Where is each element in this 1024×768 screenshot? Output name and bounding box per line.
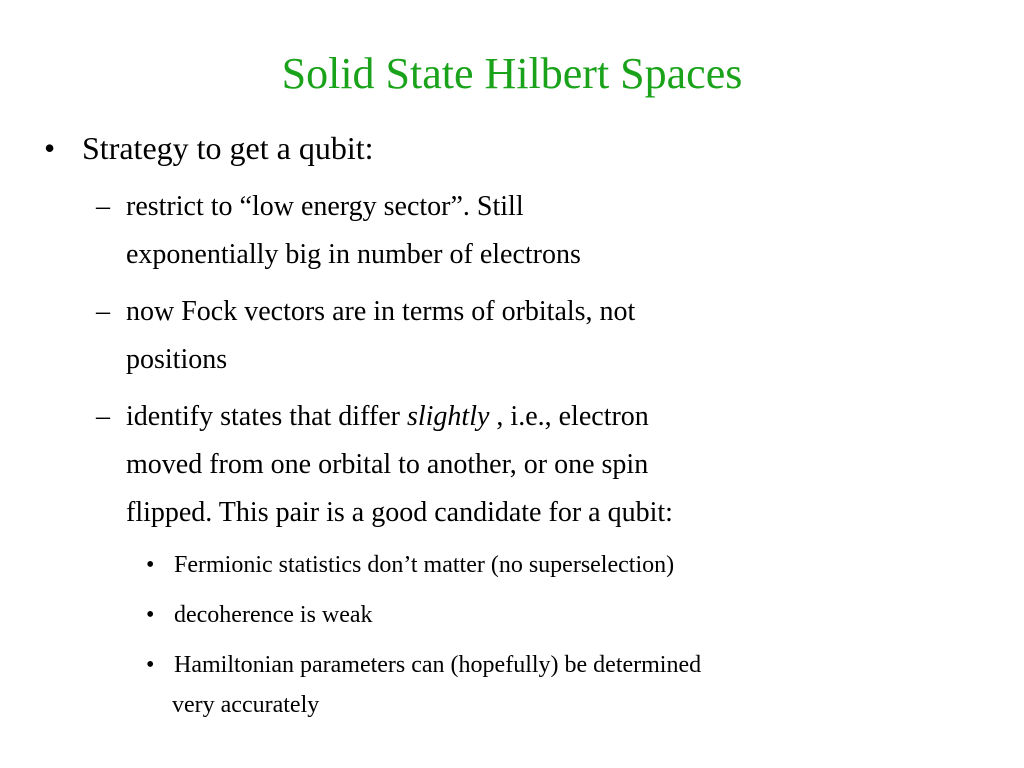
dash-icon: – [96, 401, 110, 432]
sub-bullet-3-line-2: moved from one orbital to another, or one spin [126, 449, 649, 480]
subsub-bullet-1: Fermionic statistics don’t matter (no superselection) [174, 552, 675, 578]
bullet-icon: • [146, 602, 155, 628]
emphasis-slightly: slightly [406, 401, 490, 432]
slide-title: Solid State Hilbert Spaces [281, 49, 743, 98]
sub-bullet-1-line-1: restrict to “low energy sector”. Still [126, 191, 524, 222]
dash-icon: – [96, 191, 110, 222]
sub-bullet-2-line-1: now Fock vectors are in terms of orbitals, not [126, 296, 636, 327]
sub-bullet-2-line-2: positions [126, 344, 228, 375]
subsub-bullet-3-line-1: Hamiltonian parameters can (hopefully) be determined [174, 652, 702, 678]
sub-bullet-3-pre: identify states that differ [126, 401, 407, 432]
bullet-icon: • [146, 652, 155, 678]
sub-bullet-1-line-2: exponentially big in number of electrons [126, 239, 581, 270]
sub-bullet-3-line-3: flipped. This pair is a good candidate for a qubit: [126, 497, 673, 528]
bullet-icon: • [146, 552, 155, 578]
dash-icon: – [96, 296, 110, 327]
main-bullet-text: Strategy to get a qubit: [82, 130, 374, 166]
sub-bullet-3-post: , i.e., electron [489, 401, 649, 432]
sub-bullet-3-line-1 [126, 399, 649, 435]
bullet-icon: • [44, 130, 56, 166]
subsub-bullet-2: decoherence is weak [174, 602, 373, 628]
subsub-bullet-3-line-2: very accurately [172, 692, 320, 718]
